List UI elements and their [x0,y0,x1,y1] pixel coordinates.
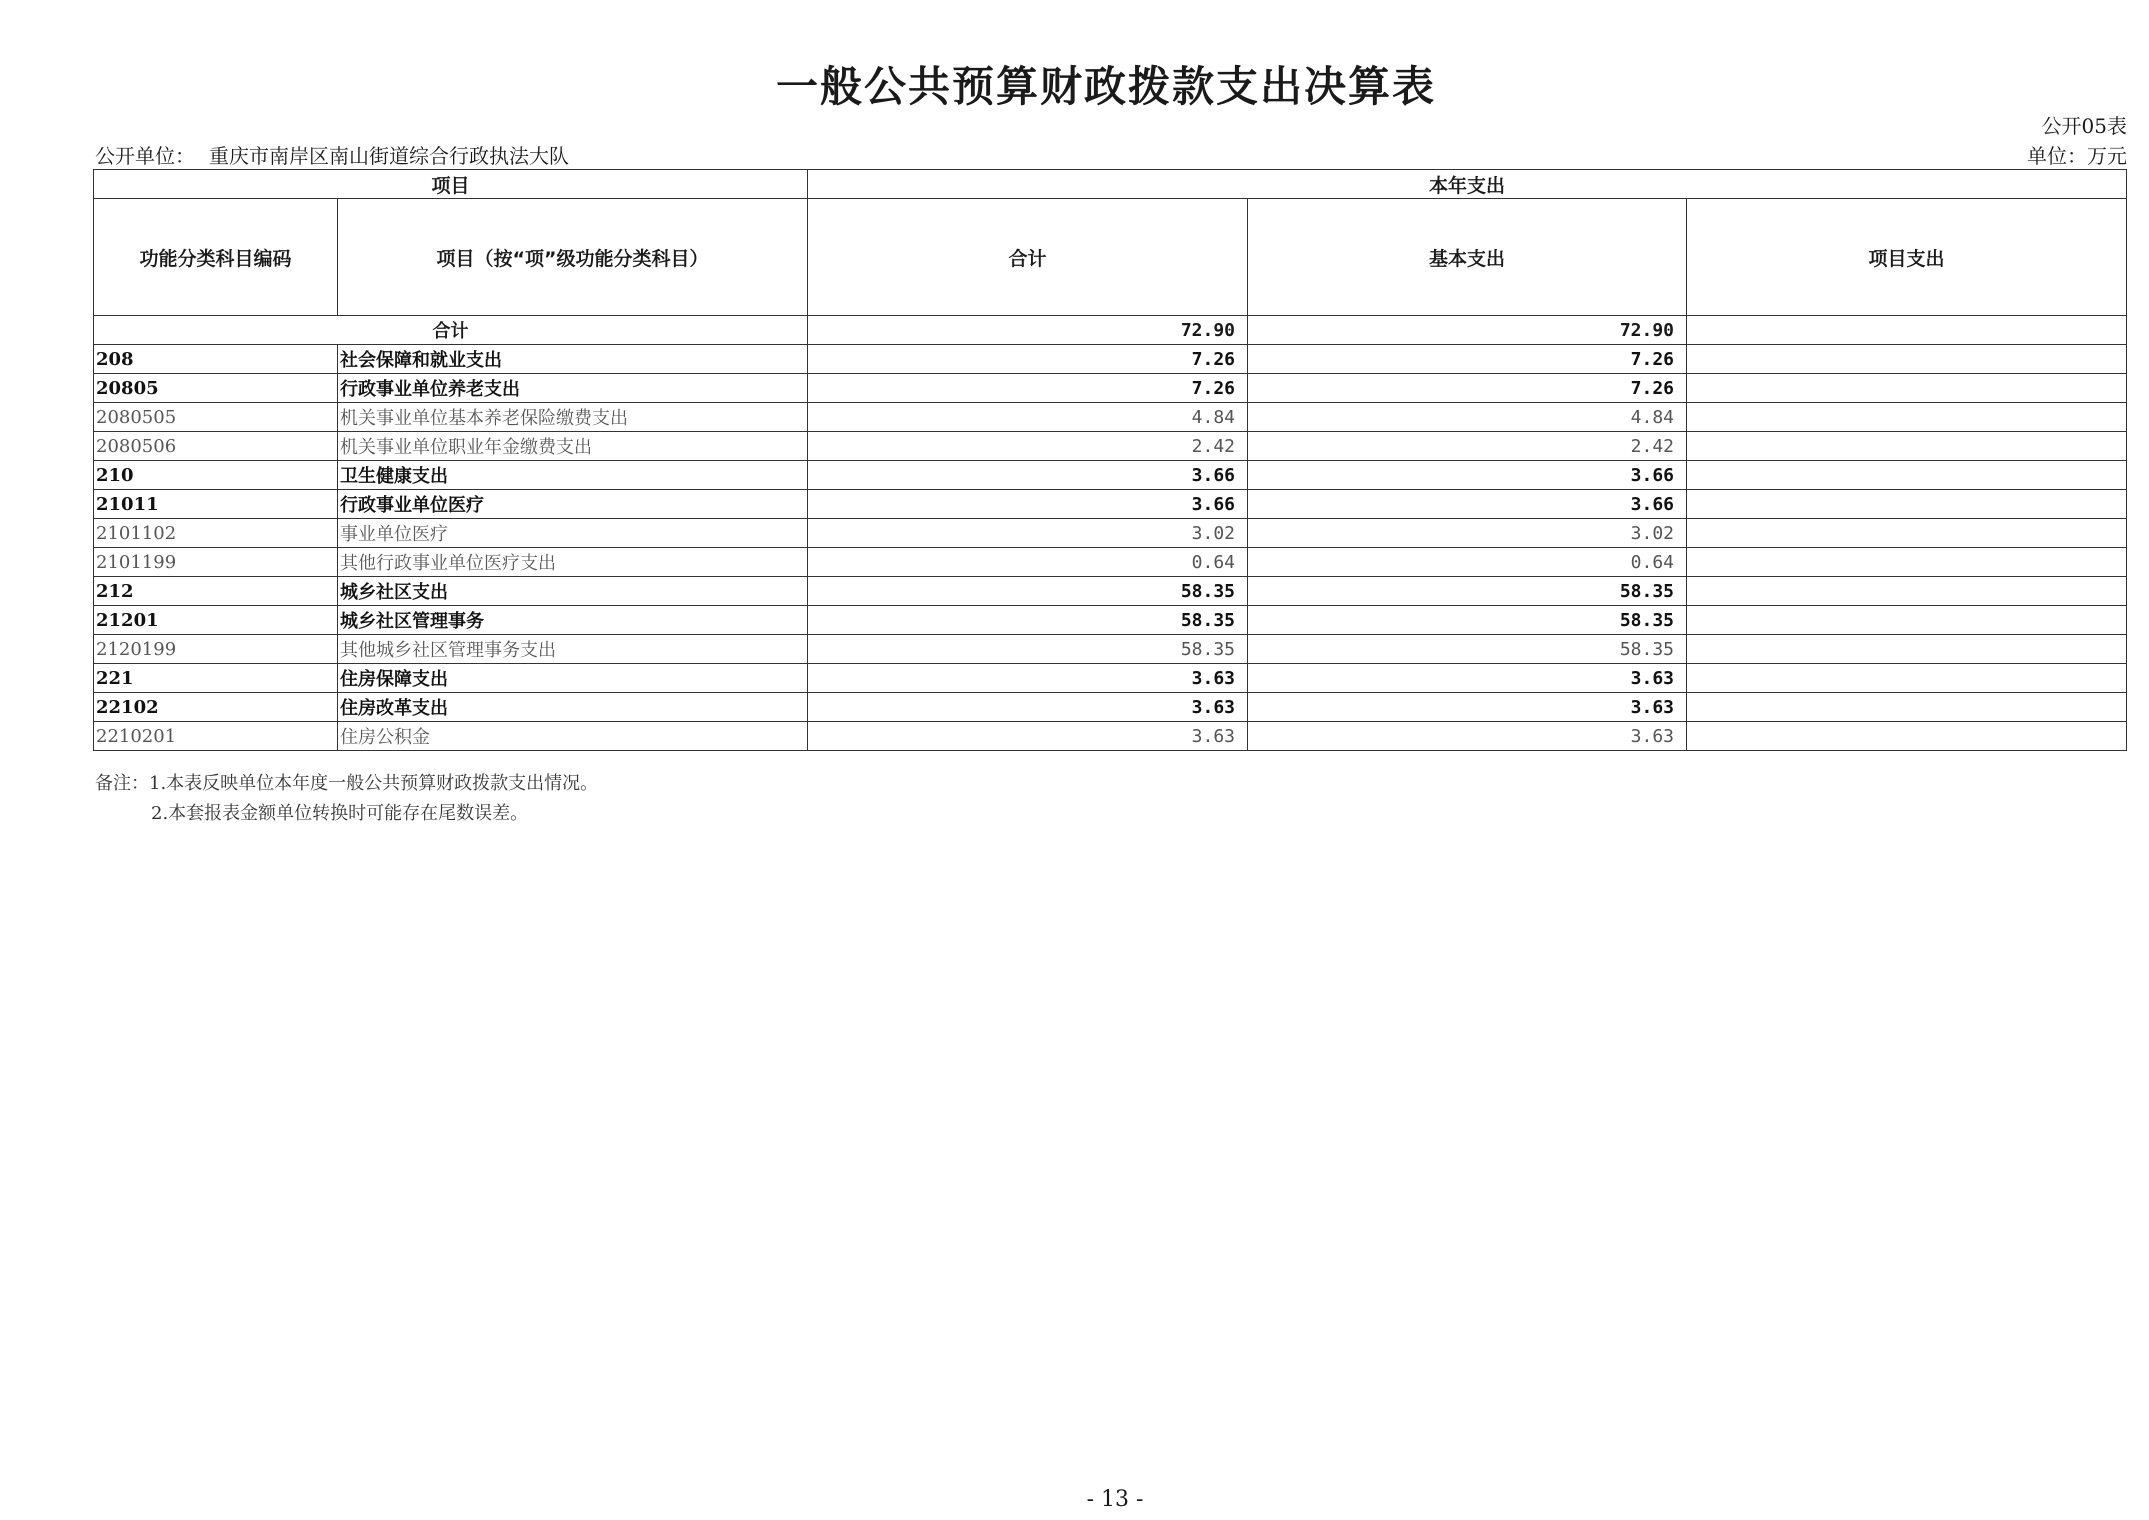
row-project [1687,693,2127,722]
header-current-year: 本年支出 [808,170,2127,199]
row-code: 21011 [94,490,338,519]
row-total: 58.35 [808,635,1248,664]
row-name: 社会保障和就业支出 [338,345,808,374]
row-name: 住房改革支出 [338,693,808,722]
note-2: 2.本套报表金额单位转换时可能存在尾数误差。 [151,803,529,824]
row-project [1687,432,2127,461]
row-project [1687,606,2127,635]
row-project [1687,374,2127,403]
row-total: 3.63 [808,693,1248,722]
table-row [94,432,2127,461]
row-name: 住房公积金 [338,722,808,751]
total-project [1687,316,2127,345]
row-total: 4.84 [808,403,1248,432]
row-total: 58.35 [808,606,1248,635]
row-name: 其他城乡社区管理事务支出 [338,635,808,664]
row-project [1687,577,2127,606]
header-code: 功能分类科目编码 [94,199,338,316]
total-basic: 72.90 [1248,316,1687,345]
row-code: 2210201 [94,722,338,751]
row-code: 2120199 [94,635,338,664]
row-project [1687,403,2127,432]
table-row [94,461,2127,490]
row-total: 3.63 [808,722,1248,751]
total-amount: 72.90 [808,316,1248,345]
row-code: 210 [94,461,338,490]
table-row [94,490,2127,519]
row-basic: 58.35 [1248,577,1687,606]
row-name: 行政事业单位医疗 [338,490,808,519]
row-total: 7.26 [808,374,1248,403]
row-code: 212 [94,577,338,606]
table-number: 公开05表 [2041,114,2127,138]
row-name: 行政事业单位养老支出 [338,374,808,403]
row-total: 2.42 [808,432,1248,461]
header-basic: 基本支出 [1248,199,1687,316]
table-row [94,403,2127,432]
row-total: 7.26 [808,345,1248,374]
table-row [94,577,2127,606]
row-total: 3.66 [808,461,1248,490]
header-project: 项目支出 [1687,199,2127,316]
notes [95,769,598,829]
row-basic: 58.35 [1248,635,1687,664]
total-row [94,316,2127,345]
table-row [94,722,2127,751]
row-project [1687,490,2127,519]
table-row [94,374,2127,403]
row-project [1687,461,2127,490]
unit-row [93,140,2127,168]
unit-name: 重庆市南岸区南山街道综合行政执法大队 [209,144,569,168]
row-total: 58.35 [808,577,1248,606]
table-row [94,635,2127,664]
total-label: 合计 [94,316,808,345]
page-number: - 13 - [1086,1487,1144,1512]
row-project [1687,664,2127,693]
row-basic: 3.66 [1248,490,1687,519]
row-project [1687,722,2127,751]
row-name: 其他行政事业单位医疗支出 [338,548,808,577]
row-basic: 3.63 [1248,693,1687,722]
row-basic: 7.26 [1248,345,1687,374]
note-1: 备注：1.本表反映单位本年度一般公共预算财政拨款支出情况。 [95,773,599,794]
expenditure-table [93,169,2127,751]
row-total: 3.02 [808,519,1248,548]
header-item-name: 项目（按“项”级功能分类科目） [338,199,808,316]
row-code: 2080506 [94,432,338,461]
row-code: 221 [94,664,338,693]
row-name: 住房保障支出 [338,664,808,693]
table-row [94,606,2127,635]
table-row [94,548,2127,577]
row-project [1687,345,2127,374]
row-basic: 7.26 [1248,374,1687,403]
row-basic: 3.63 [1248,722,1687,751]
row-basic: 3.63 [1248,664,1687,693]
page-title: 一般公共预算财政拨款支出决算表 [775,62,1436,111]
row-basic: 0.64 [1248,548,1687,577]
row-name: 城乡社区管理事务 [338,606,808,635]
table-row [94,345,2127,374]
row-code: 208 [94,345,338,374]
row-basic: 58.35 [1248,606,1687,635]
table-row [94,519,2127,548]
row-code: 2101199 [94,548,338,577]
row-project [1687,635,2127,664]
row-name: 事业单位医疗 [338,519,808,548]
currency-unit: 单位：万元 [2027,144,2127,168]
row-total: 3.66 [808,490,1248,519]
reporting-unit [95,140,569,169]
table-row [94,693,2127,722]
unit-label: 公开单位： [95,144,195,168]
row-code: 20805 [94,374,338,403]
row-basic: 4.84 [1248,403,1687,432]
row-name: 卫生健康支出 [338,461,808,490]
row-code: 22102 [94,693,338,722]
row-name: 机关事业单位职业年金缴费支出 [338,432,808,461]
header-item: 项目 [94,170,808,199]
row-basic: 3.66 [1248,461,1687,490]
header-total: 合计 [808,199,1248,316]
row-total: 0.64 [808,548,1248,577]
row-basic: 2.42 [1248,432,1687,461]
row-code: 2101102 [94,519,338,548]
row-basic: 3.02 [1248,519,1687,548]
row-project [1687,548,2127,577]
row-name: 城乡社区支出 [338,577,808,606]
row-code: 2080505 [94,403,338,432]
row-total: 3.63 [808,664,1248,693]
table-row [94,664,2127,693]
row-name: 机关事业单位基本养老保险缴费支出 [338,403,808,432]
row-code: 21201 [94,606,338,635]
row-project [1687,519,2127,548]
